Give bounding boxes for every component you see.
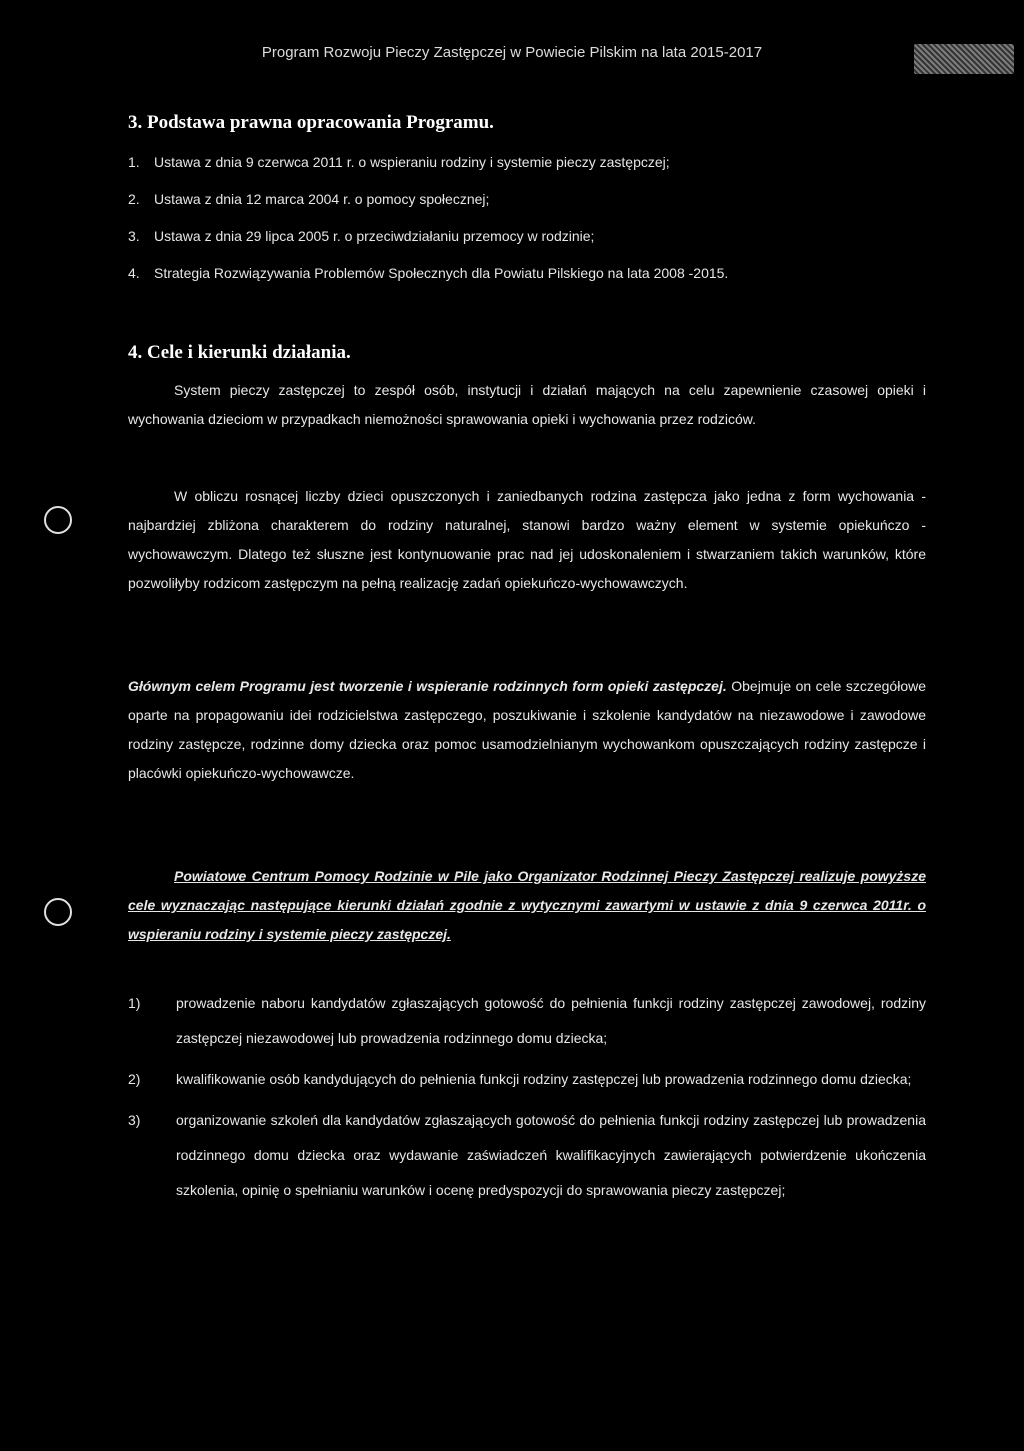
paragraph-main-goal: Głównym celem Programu jest tworzenie i wspieranie rodzinnych form opieki zastępczej. Obejmuje on cele szczegółowe oparte na propagowaniu idei rodzicielstwa zastępczego, poszukiwanie i szkolenie kandydatów na niezawodowe i zawodowe rodziny zastępcze, rodzinne domy dziecka oraz pomoc usamodzielnianym wychowankom opuszczających rodziny zastępcze i placówki opiekuńczo-wychowawcze. — [128, 678, 926, 781]
list-item: 3. Ustawa z dnia 29 lipca 2005 r. o przeciwdziałaniu przemocy w rodzinie; — [128, 228, 595, 244]
legal-basis-list — [128, 152, 948, 300]
section-3-heading: 3. Podstawa prawna opracowania Programu. — [128, 112, 494, 133]
list-item: 1. Ustawa z dnia 9 czerwca 2011 r. o wspieraniu rodziny i systemie pieczy zastępczej; — [128, 154, 670, 170]
list-item: 4. Strategia Rozwiązywania Problemów Społecznych dla Powiatu Pilskiego na lata 2008 -2015. — [128, 265, 729, 281]
list-item: 2. Ustawa z dnia 12 marca 2004 r. o pomocy społecznej; — [128, 191, 490, 207]
paragraph-pcpr-directions: Powiatowe Centrum Pomocy Rodzinie w Pile jako Organizator Rodzinnej Pieczy Zastępczej realizuje powyższe cele wyznaczając następujące kierunki działań zgodnie z wytycznymi zawartymi w ustawie z dnia 9 czerwca 2011r. o wspieraniu rodziny i systemie pieczy zastępczej. — [128, 868, 926, 942]
running-header: Program Rozwoju Pieczy Zastępczej w Powiecie Pilskim na lata 2015-2017 — [261, 44, 763, 61]
list-item: 2) kwalifikowanie osób kandydujących do pełnienia funkcji rodziny zastępczej lub prowadzenia rodzinnego domu dziecka; — [128, 1071, 912, 1087]
paragraph-foster-family-role: W obliczu rosnącej liczby dzieci opuszczonych i zaniedbanych rodzina zastępcza jako jedna z form wychowania - najbardziej zbliżona charakterem do rodziny naturalnej, stanowi bardzo ważny element w systemie opiekuńczo - wychowawczym. Dlatego też słuszne jest kontynuowanie prac nad jej udoskonaleniem i stwarzaniem takich warunków, które pozwoliłyby rodzicom zastępczym na pełną realizację zadań opiekuńczo-wychowawczych. — [128, 488, 926, 591]
punch-hole-icon — [44, 898, 72, 926]
header-stamp-image — [914, 44, 1014, 74]
main-goal-emphasis: Głównym celem Programu jest tworzenie i wspieranie rodzinnych form opieki zastępczej. — [128, 678, 727, 694]
list-item: 1) prowadzenie naboru kandydatów zgłaszających gotowość do pełnienia funkcji rodziny zastępczej zawodowej, rodziny zastępczej niezawodowej lub prowadzenia rodzinnego domu dziecka; — [128, 995, 926, 1046]
tasks-list — [128, 986, 926, 1214]
section-4-heading: 4. Cele i kierunki działania. — [128, 342, 351, 363]
paragraph-system-definition: System pieczy zastępczej to zespół osób, instytucji i działań mających na celu zapewnienie czasowej opieki i wychowania dzieciom w przypadkach niemożności sprawowania opieki i wychowania przez rodziców. — [128, 382, 926, 427]
punch-hole-icon — [44, 506, 72, 534]
list-item: 3) organizowanie szkoleń dla kandydatów zgłaszających gotowość do pełnienia funkcji rodziny zastępczej lub prowadzenia rodzinnego domu dziecka oraz wydawanie zaświadczeń kwalifikacyjnych zawierających potwierdzenie ukończenia szkolenia, opinię o spełnianiu warunków i ocenę predyspozycji do sprawowania pieczy zastępczej; — [128, 1112, 926, 1198]
